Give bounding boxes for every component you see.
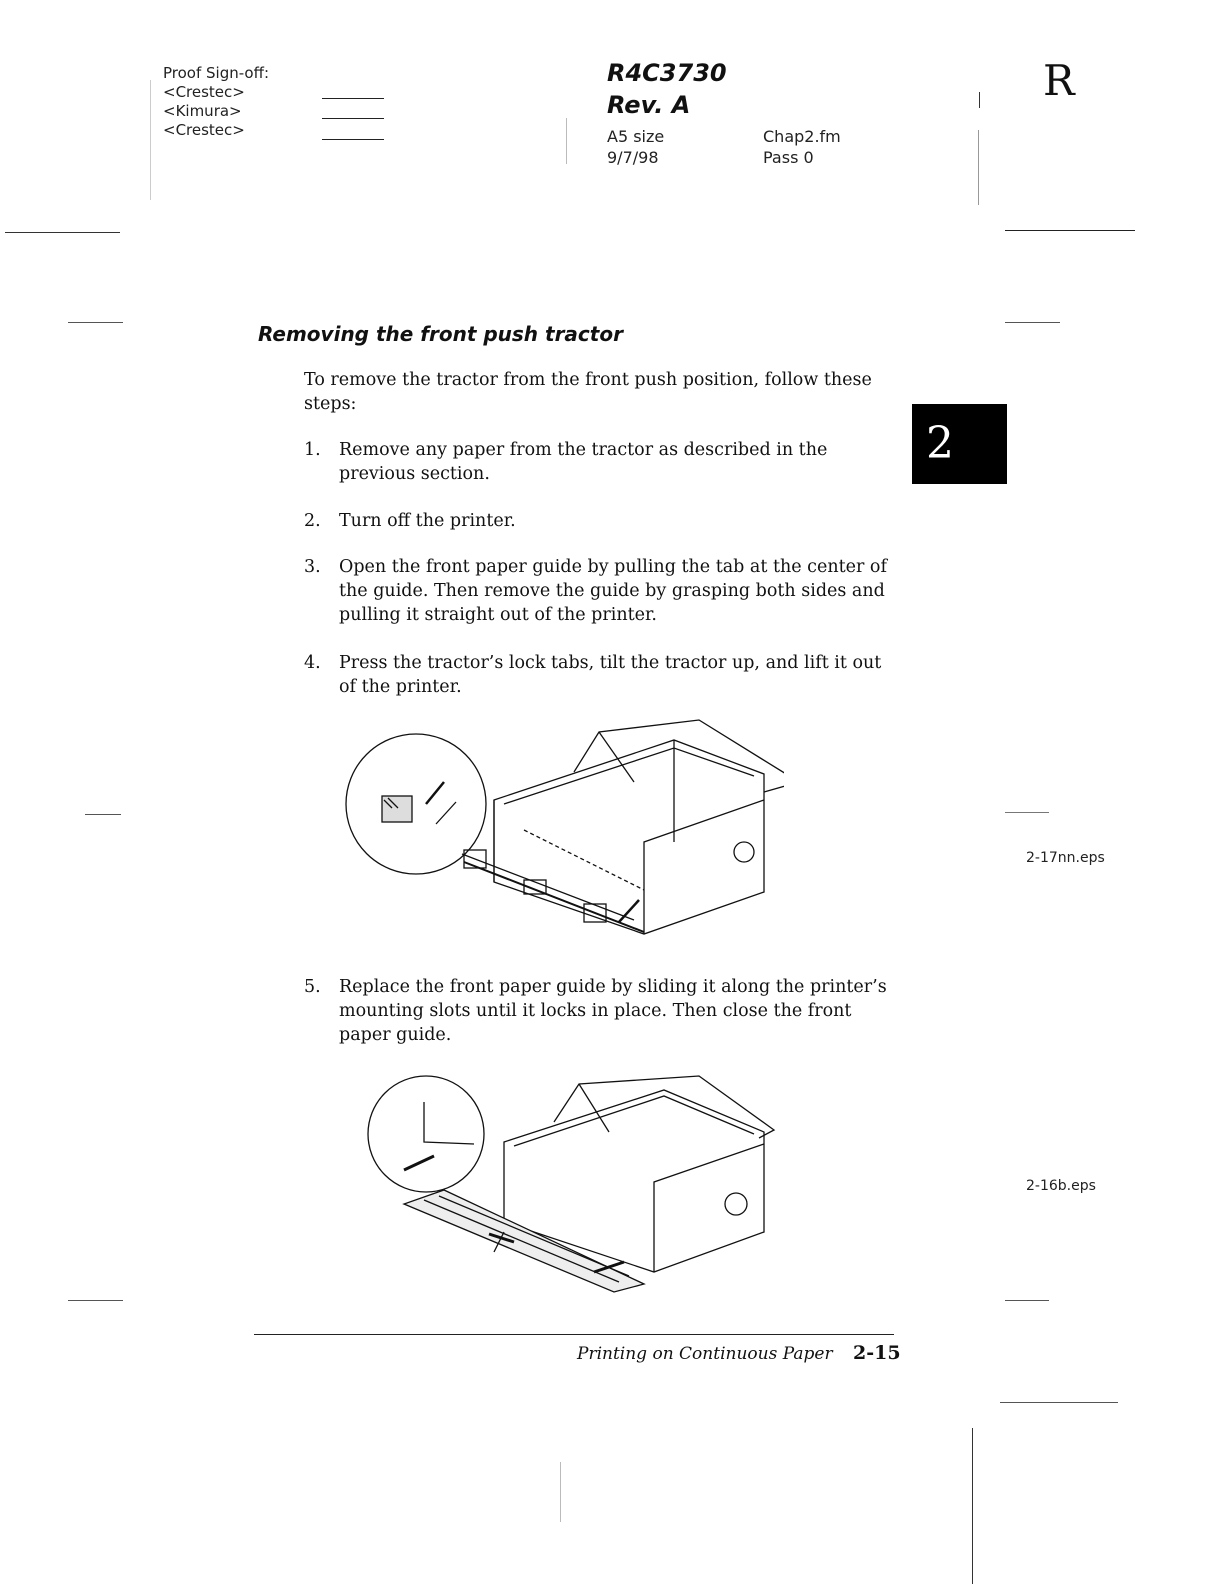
- step-text: Turn off the printer.: [339, 511, 516, 531]
- step-text: Remove any paper from the tractor as described in the previous section.: [339, 440, 828, 484]
- step-number: 2.: [304, 511, 321, 531]
- crop-mark-left-3: [68, 1300, 123, 1301]
- detail-magnifier-circle: [346, 734, 486, 874]
- figure-1-filename: 2-17nn.eps: [1026, 850, 1105, 866]
- doc-revision: Rev. A: [607, 91, 691, 119]
- signoff-name-3: <Crestec>: [163, 121, 245, 139]
- page-number: 2-15: [853, 1342, 901, 1364]
- step-2: [304, 509, 904, 539]
- crop-mark-bottom-right: [1000, 1402, 1118, 1403]
- crop-mark-right-3: [1005, 1300, 1049, 1301]
- margin-dots: [150, 80, 151, 200]
- step-text: Press the tractor’s lock tabs, tilt the tractor up, and lift it out of the printer.: [339, 653, 882, 697]
- doc-code: R4C3730: [607, 59, 727, 87]
- signoff-name-1: <Crestec>: [163, 83, 245, 101]
- step-number: 4.: [304, 653, 321, 673]
- figure-remove-tractor: [344, 712, 784, 952]
- proof-signoff-label: Proof Sign-off:: [163, 64, 269, 82]
- corner-letter: R: [1043, 56, 1075, 105]
- crop-mark-right-1: [1005, 322, 1060, 323]
- signoff-line-2: [322, 118, 384, 119]
- crop-mark-top-left: [5, 232, 120, 233]
- detail-magnifier-circle: [368, 1076, 484, 1192]
- step-4: [304, 651, 904, 706]
- crop-mark-bottom-vertical: [972, 1428, 973, 1584]
- step-3: [304, 555, 904, 635]
- crop-mark-left-2: [85, 814, 121, 815]
- step-1: [304, 438, 904, 498]
- signoff-name-2: <Kimura>: [163, 102, 242, 120]
- step-text: Open the front paper guide by pulling the tab at the center of the guide. Then remove the guide by grasping both sides and pulling it straight out of the printer.: [339, 557, 887, 625]
- page-size: A5 size: [607, 127, 665, 146]
- step-number: 1.: [304, 440, 321, 460]
- crop-mark-top-right: [1005, 230, 1135, 231]
- corner-tick: [979, 92, 980, 108]
- step-number: 5.: [304, 977, 321, 997]
- crop-mark-right-2: [1005, 812, 1049, 813]
- signoff-line-1: [322, 98, 384, 99]
- intro-paragraph: To remove the tractor from the front push position, follow these steps:: [304, 370, 872, 414]
- crop-mark-left-1: [68, 322, 123, 323]
- crop-mark-bottom-center: [560, 1462, 561, 1522]
- corner-divider: [978, 130, 979, 205]
- step-number: 3.: [304, 557, 321, 577]
- section-heading: Removing the front push tractor: [258, 322, 623, 346]
- chapter-tab: [912, 404, 1007, 484]
- header-divider: [566, 118, 567, 164]
- chapter-number: 2: [926, 418, 954, 469]
- step-5: [304, 975, 904, 1055]
- step-text: Replace the front paper guide by sliding it along the printer’s mounting slots until it locks in place. Then close the front paper guide.: [339, 977, 887, 1045]
- figure-2-filename: 2-16b.eps: [1026, 1178, 1096, 1194]
- footer-rule: [254, 1334, 894, 1335]
- pass-number: Pass 0: [763, 148, 814, 167]
- figure-replace-guide: [364, 1072, 784, 1302]
- footer-title: Printing on Continuous Paper: [577, 1344, 833, 1364]
- print-date: 9/7/98: [607, 148, 659, 167]
- file-name: Chap2.fm: [763, 127, 841, 146]
- signoff-line-3: [322, 139, 384, 140]
